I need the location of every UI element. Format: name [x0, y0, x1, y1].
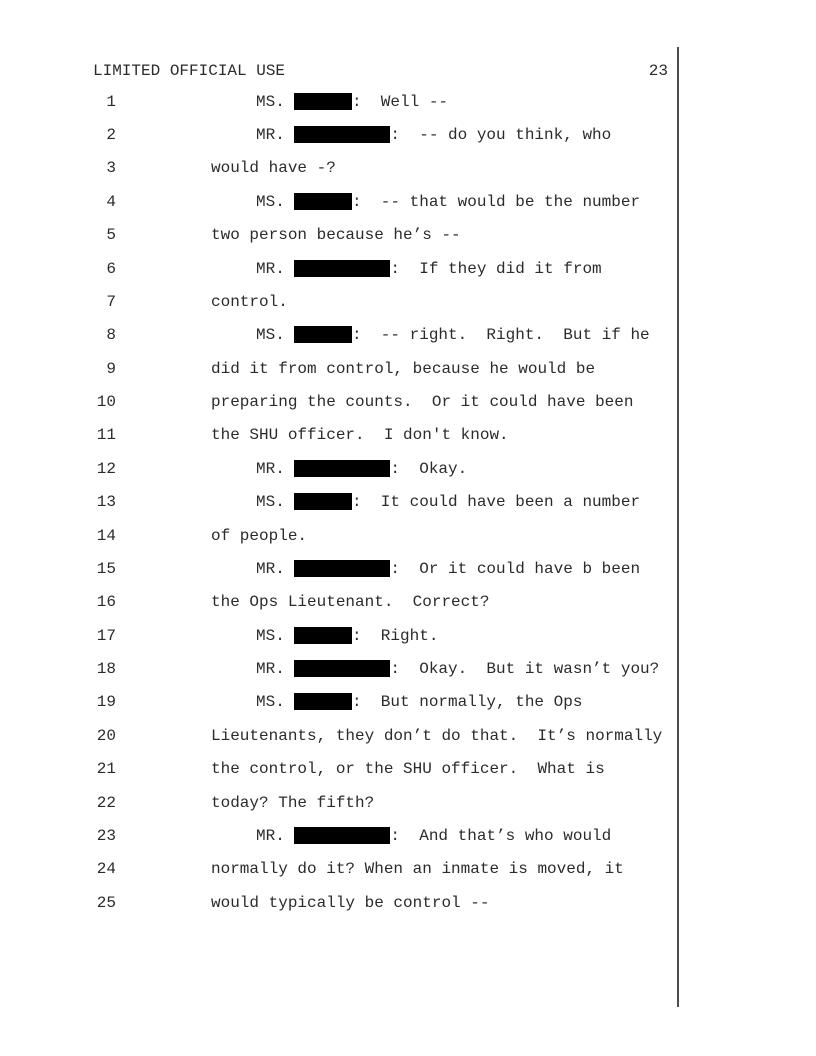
line-text	[211, 319, 650, 352]
line-text: of people.	[211, 526, 308, 545]
line-number: 9	[106, 359, 116, 378]
transcript-line	[93, 620, 677, 653]
transcript-line	[93, 753, 677, 786]
line-number: 11	[96, 426, 116, 445]
transcript-line	[93, 787, 677, 820]
transcript-line	[93, 720, 677, 753]
line-text	[211, 620, 438, 653]
line-text: the control, or the SHU officer. What is	[211, 760, 605, 779]
speech-text: : -- right. Right. But if he	[352, 326, 650, 345]
speech-text: : Right.	[352, 626, 439, 645]
line-number: 3	[106, 159, 116, 178]
speaker-label: MS.	[256, 192, 295, 211]
redaction-box	[294, 93, 352, 110]
redaction-box	[294, 493, 352, 510]
line-text: would typically be control --	[211, 893, 490, 912]
line-number: 10	[96, 393, 116, 412]
speech-text: : Okay. But it wasn’t you?	[390, 660, 660, 679]
transcript-line	[93, 386, 677, 419]
line-text	[211, 86, 448, 119]
speaker-label: MS.	[256, 326, 295, 345]
transcript-line	[93, 686, 677, 719]
line-text: would have -?	[211, 159, 336, 178]
transcript-line	[93, 853, 677, 886]
line-text: two person because he’s --	[211, 226, 461, 245]
speaker-label: MR.	[256, 126, 295, 145]
redaction-box	[294, 460, 390, 477]
classification-label: LIMITED OFFICIAL USE	[93, 62, 286, 80]
line-number: 5	[106, 226, 116, 245]
redaction-box	[294, 126, 390, 143]
speaker-label: MS.	[256, 626, 295, 645]
line-text	[211, 453, 467, 486]
transcript-line	[93, 286, 677, 319]
line-number: 13	[96, 493, 116, 512]
line-text	[211, 820, 611, 853]
speech-text: : If they did it from	[390, 259, 602, 278]
redaction-box	[294, 193, 352, 210]
transcript-line	[93, 453, 677, 486]
line-number: 4	[106, 192, 116, 211]
line-number: 21	[96, 760, 116, 779]
line-number: 15	[96, 559, 116, 578]
line-text: today? The fifth?	[211, 793, 375, 812]
line-text: the SHU officer. I don't know.	[211, 426, 509, 445]
line-number: 12	[96, 459, 116, 478]
line-number: 16	[96, 593, 116, 612]
speaker-label: MS.	[256, 493, 295, 512]
line-number: 8	[106, 326, 116, 345]
line-number: 14	[96, 526, 116, 545]
transcript-line	[93, 152, 677, 185]
transcript-line	[93, 820, 677, 853]
line-number: 19	[96, 693, 116, 712]
speech-text: : Well --	[352, 92, 449, 111]
line-text	[211, 119, 611, 152]
speaker-label: MS.	[256, 92, 295, 111]
line-text: normally do it? When an inmate is moved, it	[211, 860, 624, 879]
transcript-line	[93, 520, 677, 553]
page-number: 23	[648, 62, 668, 80]
speaker-label: MR.	[256, 826, 295, 845]
redaction-box	[294, 693, 352, 710]
transcript-line	[93, 553, 677, 586]
transcript-line	[93, 119, 677, 152]
line-number: 7	[106, 292, 116, 311]
line-text: preparing the counts. Or it could have been	[211, 393, 634, 412]
right-margin-rule	[677, 47, 679, 1007]
speaker-label: MR.	[256, 660, 295, 679]
speech-text: : -- do you think, who	[390, 126, 612, 145]
line-text: did it from control, because he would be	[211, 359, 596, 378]
transcript-line	[93, 419, 677, 452]
transcript-line	[93, 486, 677, 519]
redaction-box	[294, 660, 390, 677]
transcript-line	[93, 253, 677, 286]
line-number: 17	[96, 626, 116, 645]
transcript-line	[93, 353, 677, 386]
speaker-label: MR.	[256, 259, 295, 278]
line-number: 20	[96, 726, 116, 745]
transcript-line	[93, 219, 677, 252]
redaction-box	[294, 326, 352, 343]
line-number: 25	[96, 893, 116, 912]
speech-text: : It could have been a number	[352, 493, 641, 512]
redaction-box	[294, 560, 390, 577]
line-text	[211, 486, 640, 519]
speaker-label: MR.	[256, 559, 295, 578]
transcript-line	[93, 186, 677, 219]
transcript-lines	[93, 86, 677, 920]
speaker-label: MS.	[256, 693, 295, 712]
transcript-line	[93, 887, 677, 920]
redaction-box	[294, 627, 352, 644]
transcript-line	[93, 86, 677, 119]
line-text	[211, 186, 640, 219]
speech-text: : -- that would be the number	[352, 192, 641, 211]
line-text	[211, 686, 582, 719]
line-text	[211, 553, 640, 586]
line-number: 1	[106, 92, 116, 111]
redaction-box	[294, 827, 390, 844]
redaction-box	[294, 260, 390, 277]
line-number: 6	[106, 259, 116, 278]
line-number: 2	[106, 126, 116, 145]
speech-text: : Or it could have b been	[390, 559, 641, 578]
speech-text: : Okay.	[390, 459, 468, 478]
speech-text: : But normally, the Ops	[352, 693, 583, 712]
line-number: 23	[96, 826, 116, 845]
transcript-line	[93, 653, 677, 686]
transcript-line	[93, 586, 677, 619]
line-text: control.	[211, 292, 288, 311]
line-text: Lieutenants, they don’t do that. It’s normally	[211, 726, 663, 745]
line-number: 24	[96, 860, 116, 879]
line-number: 22	[96, 793, 116, 812]
speaker-label: MR.	[256, 459, 295, 478]
transcript-line	[93, 319, 677, 352]
line-text	[211, 253, 602, 286]
line-number: 18	[96, 660, 116, 679]
speech-text: : And that’s who would	[390, 826, 612, 845]
line-text	[211, 653, 659, 686]
line-text: the Ops Lieutenant. Correct?	[211, 593, 490, 612]
page-header	[93, 62, 668, 80]
